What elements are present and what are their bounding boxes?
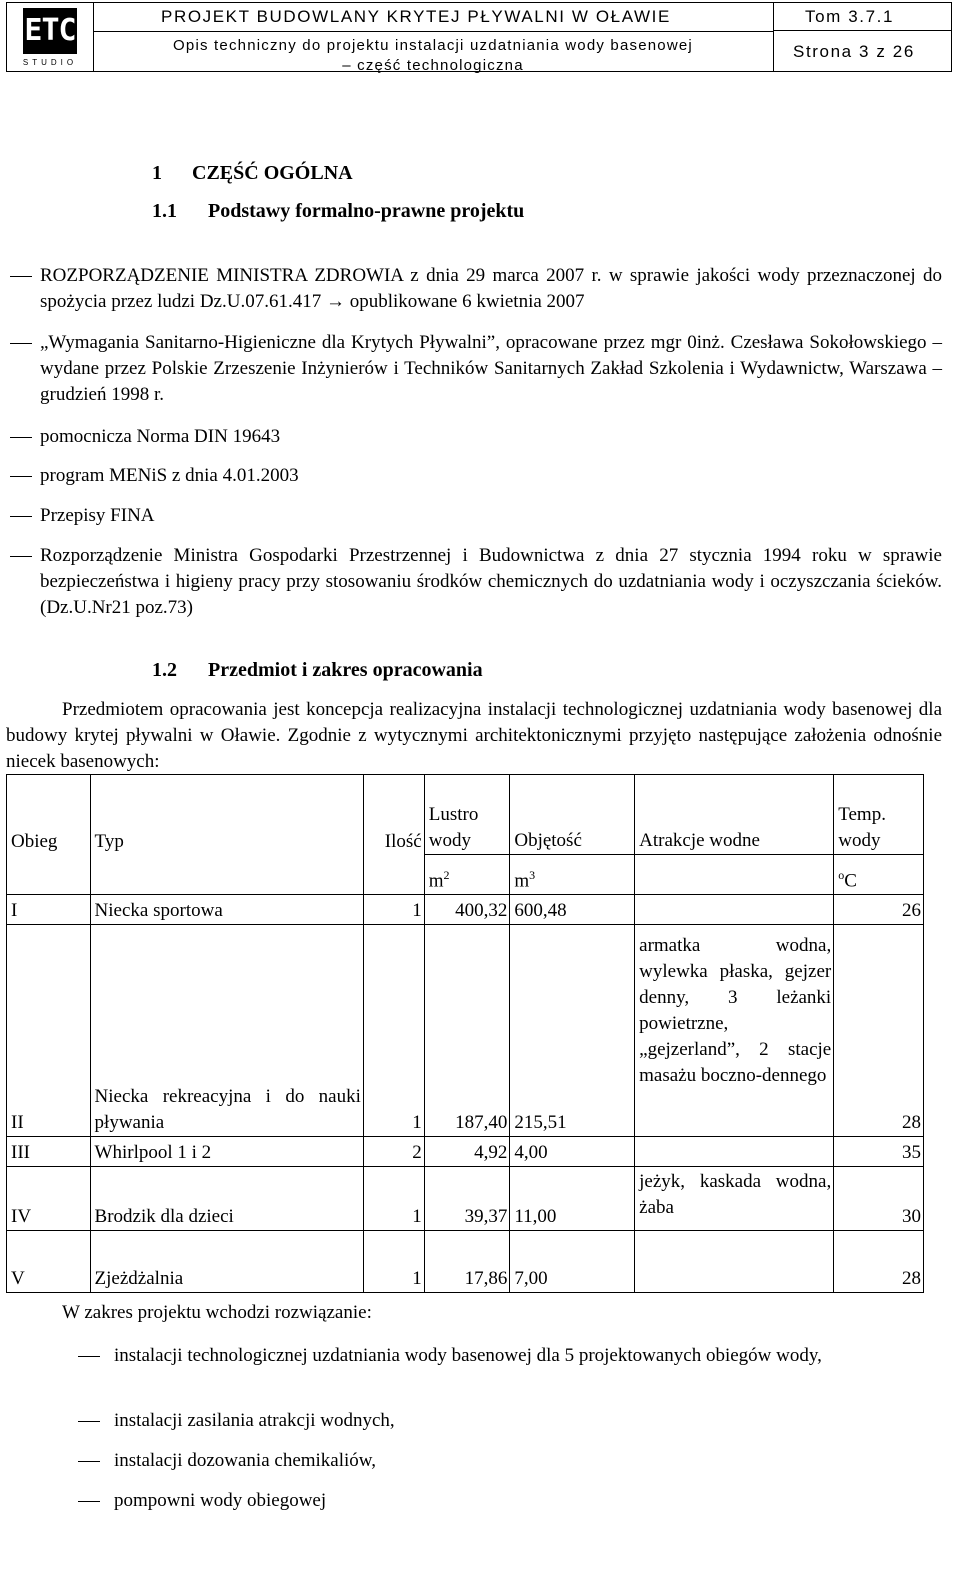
section-heading-1 — [152, 162, 353, 185]
table-row — [7, 925, 924, 1137]
cell-lustro: 39,37 — [424, 1167, 510, 1231]
cell-objetosc: 11,00 — [510, 1167, 635, 1231]
project-title: PROJEKT BUDOWLANY KRYTEJ PŁYWALNI W OŁAWIE — [93, 3, 773, 32]
cell-atrakcje — [635, 1137, 834, 1167]
cell-typ: Zjeżdżalnia — [90, 1231, 363, 1293]
cell-typ: Brodzik dla dzieci — [90, 1167, 363, 1231]
list-item: Przepisy FINA — [10, 503, 942, 529]
unit-temp — [834, 855, 924, 895]
list-item: pompowni wody obiegowej — [78, 1488, 930, 1514]
list-item: „Wymagania Sanitarno-Higieniczne dla Krytych Pływalni”, opracowane przez mgr 0inż. Czesława Sokołowskiego – wydane przez Polskie Zrzeszenie Inżynierów i Techników Sanitarnych Zakład Szkolenia i Wydawnictw, Warszawa – grudzień 1998 r. — [10, 330, 942, 408]
list-item: instalacji zasilania atrakcji wodnych, — [78, 1408, 930, 1434]
cell-temp: 28 — [834, 925, 924, 1137]
header-ilosc: Ilość — [363, 775, 424, 855]
logo-text: ETC — [21, 13, 78, 48]
cell-temp: 30 — [834, 1167, 924, 1231]
cell-obieg: II — [7, 925, 91, 1137]
logo-subtitle: STUDIO — [22, 57, 78, 67]
intro-paragraph — [6, 697, 942, 775]
scope-list-4 — [78, 1488, 930, 1514]
legal-bases-list-4 — [10, 463, 942, 489]
header-objetosc: Objętość — [510, 775, 635, 855]
legal-bases-list-5 — [10, 503, 942, 529]
scope-label: W zakres projektu wchodzi rozwiązanie: — [62, 1302, 372, 1323]
header-temp-line1: Temp. — [838, 804, 886, 825]
intro-text: opracowania jest koncepcja realizacyjna instalacji technologicznej uzdatniania wody basenowej dla budowy krytej pływalni w Oławie. Zgodnie z wytycznymi architektonicznymi przyjęto następujące założenia odnośnie niecek basenowych: — [6, 699, 943, 772]
section-heading-1-1 — [152, 200, 524, 223]
legal-bases-list — [10, 263, 942, 315]
header-lustro-line1: Lustro — [428, 804, 479, 825]
unit-objetosc — [510, 855, 635, 895]
header-temp-line2: wody — [838, 830, 881, 851]
cell-atrakcje: armatka wodna, wylewka płaska, gejzer denny, 3 leżanki powietrzne, „gejzerland”, 2 stacje masażu boczno-dennego — [635, 925, 834, 1137]
header-temp — [834, 775, 924, 855]
degree-mark: o — [838, 867, 845, 882]
scope-list-2 — [78, 1408, 930, 1434]
cell-obieg: I — [7, 895, 91, 925]
section-title: CZĘŚĆ OGÓLNA — [192, 162, 353, 184]
legal-bases-list-2 — [10, 330, 942, 408]
table-row — [7, 1167, 924, 1231]
document-subtitle-line1: Opis techniczny do projektu instalacji uzdatniania wody basenowej — [173, 37, 693, 54]
unit-base: m — [514, 870, 530, 891]
cell-obieg: V — [7, 1231, 91, 1293]
logo-mark — [23, 8, 77, 54]
document-subtitle — [93, 32, 773, 76]
cell-objetosc: 7,00 — [510, 1231, 635, 1293]
document-subtitle-line2: – część technologiczna — [342, 57, 524, 74]
unit-exponent: 2 — [443, 867, 450, 882]
section-title: Przedmiot i zakres opracowania — [208, 659, 483, 681]
cell-ilosc: 1 — [363, 1231, 424, 1293]
logo — [7, 3, 94, 71]
cell-ilosc: 1 — [363, 1167, 424, 1231]
unit-base: m — [428, 870, 444, 891]
table-row — [7, 1231, 924, 1293]
volume-number: Tom 3.7.1 — [773, 3, 951, 31]
page-number: Strona 3 z 26 — [793, 42, 915, 61]
section-heading-1-2 — [152, 659, 483, 682]
section-number: 1.2 — [152, 659, 177, 681]
table-row — [7, 1137, 924, 1167]
cell-ilosc: 1 — [363, 895, 424, 925]
cell-typ: Whirlpool 1 i 2 — [90, 1137, 363, 1167]
cell-temp: 28 — [834, 1231, 924, 1293]
cell-temp: 35 — [834, 1137, 924, 1167]
legal-bases-list-6 — [10, 543, 942, 621]
cell-objetosc: 4,00 — [510, 1137, 635, 1167]
units-empty — [90, 855, 363, 895]
table-row — [7, 895, 924, 925]
cell-lustro: 400,32 — [424, 895, 510, 925]
scope-list-3 — [78, 1448, 930, 1474]
list-item: Rozporządzenie Ministra Gospodarki Przestrzennej i Budownictwa z dnia 27 stycznia 1994 roku w sprawie bezpieczeństwa i higieny pracy przy stosowaniu środków chemicznych do uzdatniania wody i oczyszczania ścieków. (Dz.U.Nr21 poz.73) — [10, 543, 942, 621]
header-obieg: Obieg — [7, 775, 91, 855]
cell-atrakcje: jeżyk, kaskada wodna, żaba — [635, 1167, 834, 1231]
cell-lustro: 187,40 — [424, 925, 510, 1137]
units-empty — [363, 855, 424, 895]
cell-objetosc: 215,51 — [510, 925, 635, 1137]
cell-obieg: III — [7, 1137, 91, 1167]
cell-ilosc: 2 — [363, 1137, 424, 1167]
header-title-cell — [93, 3, 774, 74]
intro-first-word: Przedmiotem — [62, 699, 164, 720]
unit-exponent: 3 — [529, 867, 536, 882]
cell-temp: 26 — [834, 895, 924, 925]
units-empty — [7, 855, 91, 895]
header-lustro-line2: wody — [428, 830, 471, 851]
cell-lustro: 4,92 — [424, 1137, 510, 1167]
header-typ: Typ — [90, 775, 363, 855]
header-lustro — [424, 775, 510, 855]
header-atrakcje: Atrakcje wodne — [635, 775, 834, 855]
cell-typ: Niecka rekreacyjna i do nauki pływania — [90, 925, 363, 1137]
section-number: 1.1 — [152, 200, 177, 222]
list-item: ROZPORZĄDZENIE MINISTRA ZDROWIA z dnia 29 marca 2007 r. w sprawie jakości wody przeznaczonej do spożycia przez ludzi Dz.U.07.61.417 → opublikowane 6 kwietnia 2007 — [10, 263, 942, 315]
list-item: pomocnicza Norma DIN 19643 — [10, 424, 942, 450]
list-item: program MENiS z dnia 4.01.2003 — [10, 463, 942, 489]
cell-atrakcje — [635, 895, 834, 925]
page-header — [6, 2, 952, 72]
scope-list — [78, 1343, 930, 1369]
cell-lustro: 17,86 — [424, 1231, 510, 1293]
legal-bases-list-3 — [10, 424, 942, 450]
list-item: instalacji dozowania chemikaliów, — [78, 1448, 930, 1474]
section-title: Podstawy formalno-prawne projektu — [208, 200, 525, 222]
cell-obieg: IV — [7, 1167, 91, 1231]
unit-lustro — [424, 855, 510, 895]
cell-ilosc: 1 — [363, 925, 424, 1137]
table-units-row — [7, 855, 924, 895]
units-empty — [635, 855, 834, 895]
cell-typ: Niecka sportowa — [90, 895, 363, 925]
list-item: instalacji technologicznej uzdatniania wody basenowej dla 5 projektowanych obiegów wody, — [78, 1343, 930, 1369]
pools-table — [6, 774, 924, 1293]
cell-objetosc: 600,48 — [510, 895, 635, 925]
unit-base: C — [844, 870, 857, 891]
cell-atrakcje — [635, 1231, 834, 1293]
table-header-row — [7, 775, 924, 855]
section-number: 1 — [152, 162, 162, 184]
